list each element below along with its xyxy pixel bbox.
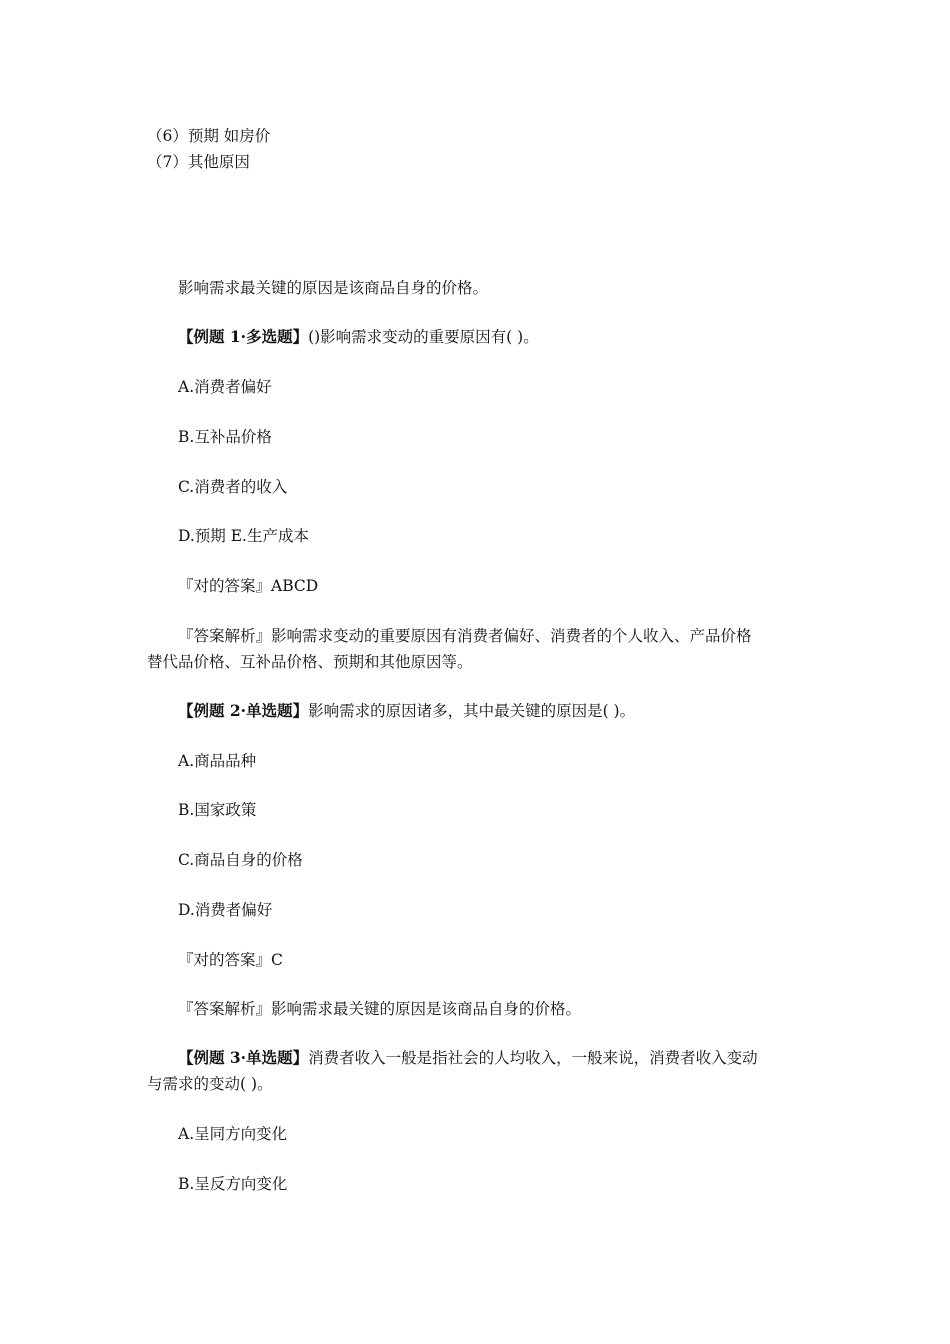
example3-option-a: A.呈同方向变化 xyxy=(178,1125,288,1143)
example2-option-c: C.商品自身的价格 xyxy=(178,851,303,869)
example1-analysis-line1: 『答案解析』影响需求变动的重要原因有消费者偏好、消费者的个人收入、产品价格 xyxy=(178,627,752,645)
factor-item-6: （6）预期 如房价 xyxy=(147,127,271,145)
example2-question xyxy=(178,699,635,723)
example2-analysis: 『答案解析』影响需求最关键的原因是该商品自身的价格。 xyxy=(178,1000,582,1018)
example2-answer: 『对的答案』C xyxy=(178,951,283,969)
example1-answer: 『对的答案』ABCD xyxy=(178,577,319,595)
example3-question-line2: 与需求的变动( )。 xyxy=(147,1075,273,1093)
example3-option-b: B.呈反方向变化 xyxy=(178,1175,288,1193)
summary-paragraph: 影响需求最关键的原因是该商品自身的价格。 xyxy=(178,279,489,297)
example1-option-a: A.消费者偏好 xyxy=(178,378,272,396)
example1-question xyxy=(178,325,539,349)
example1-tag: 【例题 1·多选题】 xyxy=(178,327,309,346)
example2-stem: 影响需求的原因诸多，其中最关键的原因是( )。 xyxy=(308,702,636,720)
example3-tag: 【例题 3·单选题】 xyxy=(178,1048,309,1067)
example2-option-a: A.商品品种 xyxy=(178,752,257,770)
example1-option-d: D.预期 E.生产成本 xyxy=(178,527,309,545)
example1-stem: ()影响需求变动的重要原因有( )。 xyxy=(308,328,539,346)
example2-option-b: B.国家政策 xyxy=(178,801,257,819)
example1-option-b: B.互补品价格 xyxy=(178,428,272,446)
example2-option-d: D.消费者偏好 xyxy=(178,901,273,919)
example1-option-c: C.消费者的收入 xyxy=(178,478,288,496)
example3-question-line1 xyxy=(178,1046,758,1070)
example1-analysis-line2: 替代品价格、互补品价格、预期和其他原因等。 xyxy=(147,653,473,671)
factor-item-7: （7）其他原因 xyxy=(147,153,250,171)
example2-tag: 【例题 2·单选题】 xyxy=(178,701,309,720)
example3-stem-line1: 消费者收入一般是指社会的人均收入，一般来说，消费者收入变动 xyxy=(308,1049,758,1067)
